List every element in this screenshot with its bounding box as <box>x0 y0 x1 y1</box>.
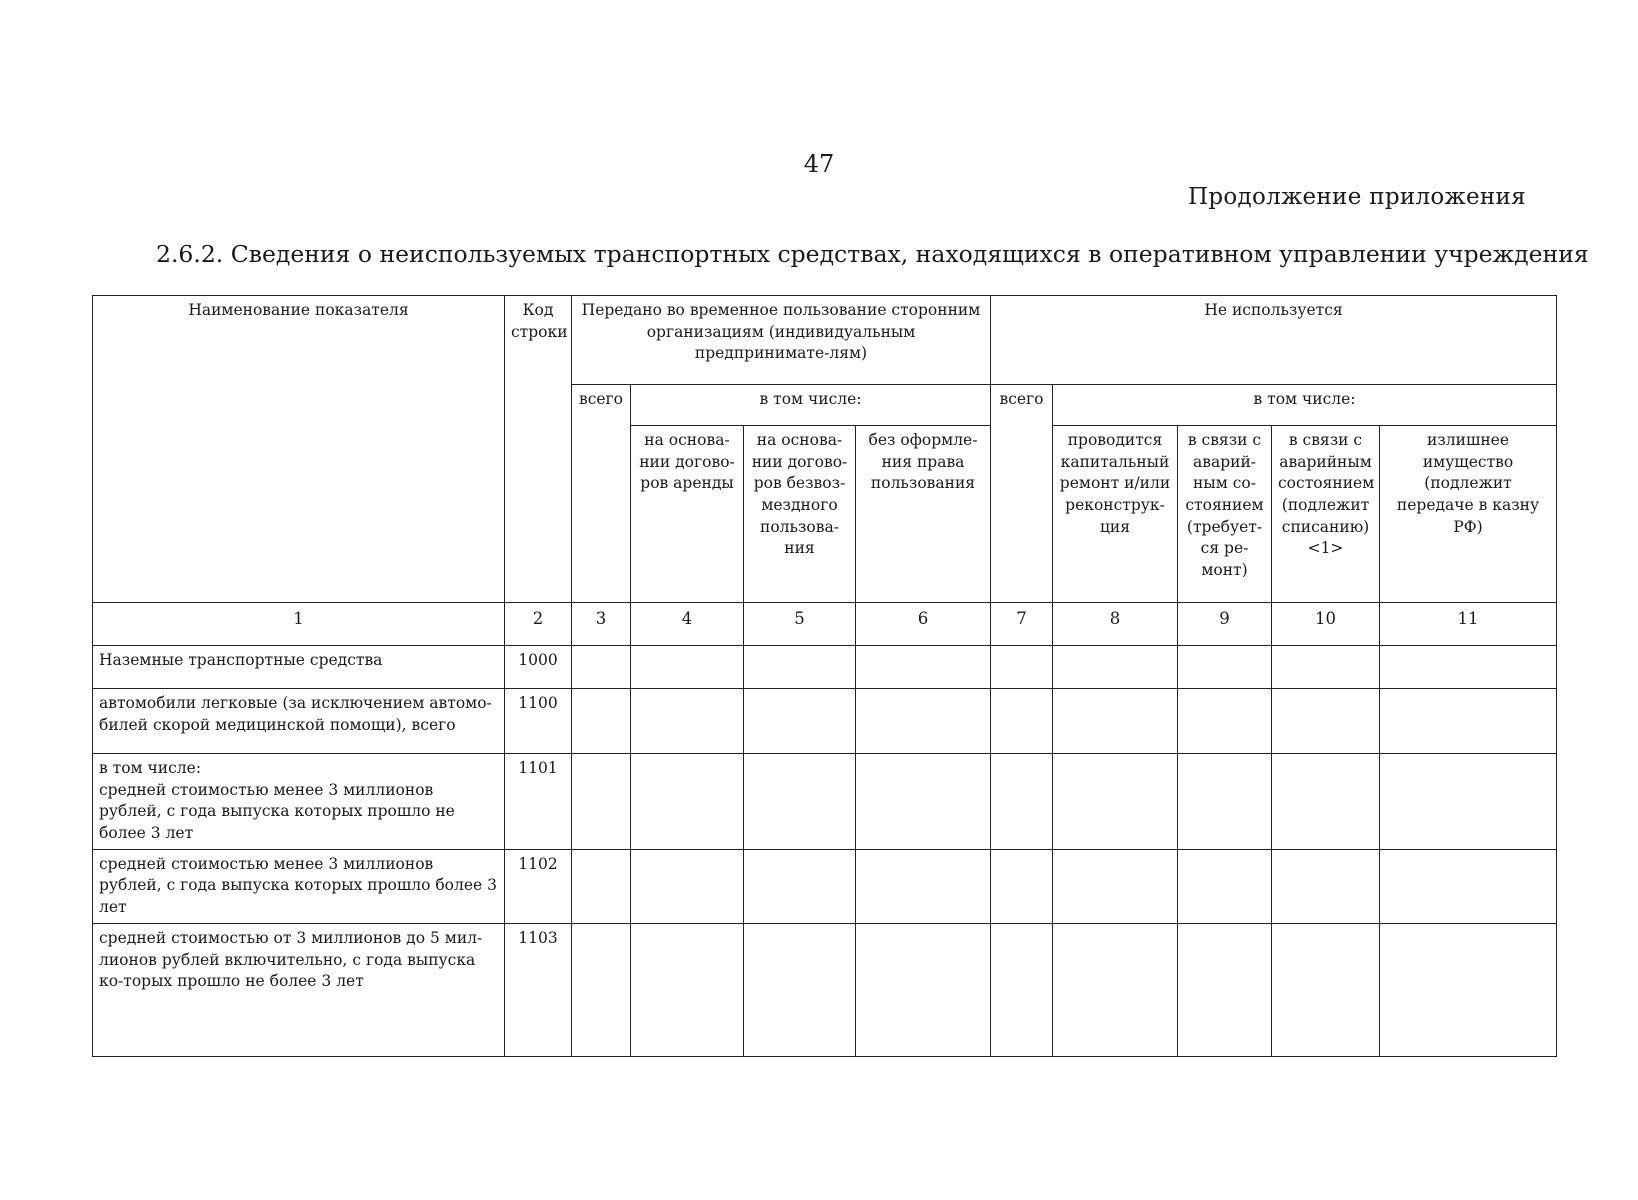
data-cell <box>856 689 991 754</box>
data-cell <box>1272 689 1380 754</box>
data-cell <box>1178 646 1272 689</box>
header-total-not-used: всего <box>991 385 1053 603</box>
report-table <box>92 295 1557 1057</box>
data-cell <box>744 849 856 923</box>
header-not-used: Не используется <box>991 296 1557 385</box>
header-total-transferred: всего <box>572 385 631 603</box>
data-cell <box>1380 646 1557 689</box>
header-emergency-repair: в связи с аварий-ным со-стоянием (требует-ся ре-монт) <box>1178 426 1272 603</box>
data-cell <box>1380 849 1557 923</box>
table-row <box>93 849 1557 923</box>
table-row <box>93 923 1557 1056</box>
column-number: 9 <box>1178 603 1272 646</box>
data-cell <box>1380 754 1557 850</box>
data-cell <box>631 689 744 754</box>
data-cell <box>856 646 991 689</box>
header-lease: на основа-нии догово-ров аренды <box>631 426 744 603</box>
data-cell <box>1178 754 1272 850</box>
column-number: 4 <box>631 603 744 646</box>
data-cell <box>1272 754 1380 850</box>
data-cell <box>631 849 744 923</box>
data-cell <box>572 923 631 1056</box>
data-cell <box>744 646 856 689</box>
row-code: 1000 <box>505 646 572 689</box>
data-cell <box>991 923 1053 1056</box>
data-cell <box>1178 689 1272 754</box>
data-cell <box>1272 849 1380 923</box>
column-number-row <box>93 603 1557 646</box>
header-including-not-used: в том числе: <box>1053 385 1557 426</box>
data-cell <box>572 754 631 850</box>
header-surplus: излишнее имущество (подлежит передаче в казну РФ) <box>1380 426 1557 603</box>
data-cell <box>1272 923 1380 1056</box>
header-transferred: Передано во временное пользование сторонним организациям (индивидуальным предпринимате-лям) <box>572 296 991 385</box>
data-cell <box>1053 646 1178 689</box>
header-code: Код строки <box>505 296 572 603</box>
data-cell <box>572 689 631 754</box>
row-code: 1103 <box>505 923 572 1056</box>
header-no-rights: без оформле-ния права пользования <box>856 426 991 603</box>
data-cell <box>744 754 856 850</box>
column-number: 1 <box>93 603 505 646</box>
row-name: в том числе: средней стоимостью менее 3 миллионов рублей, с года выпуска которых прошло не более 3 лет <box>93 754 505 850</box>
row-name: Наземные транспортные средства <box>93 646 505 689</box>
header-row-1 <box>93 296 1557 385</box>
column-number: 3 <box>572 603 631 646</box>
data-cell <box>1380 923 1557 1056</box>
row-code: 1101 <box>505 754 572 850</box>
table-row <box>93 646 1557 689</box>
data-cell <box>1178 849 1272 923</box>
column-number: 7 <box>991 603 1053 646</box>
data-cell <box>631 646 744 689</box>
header-emergency-writeoff: в связи с аварийным состоянием (подлежит списанию) <1> <box>1272 426 1380 603</box>
data-cell <box>631 923 744 1056</box>
section-title: 2.6.2. Сведения о неиспользуемых транспортных средствах, находящихся в оперативном управлении учреждения <box>156 240 1589 268</box>
data-cell <box>856 923 991 1056</box>
row-name: средней стоимостью от 3 миллионов до 5 мил-лионов рублей включительно, с года выпуска ко-торых прошло не более 3 лет <box>93 923 505 1056</box>
data-cell <box>991 849 1053 923</box>
column-number: 10 <box>1272 603 1380 646</box>
column-number: 5 <box>744 603 856 646</box>
data-cell <box>1380 689 1557 754</box>
row-name: автомобили легковые (за исключением автомо-билей скорой медицинской помощи), всего <box>93 689 505 754</box>
data-cell <box>744 923 856 1056</box>
table-row <box>93 689 1557 754</box>
data-cell <box>631 754 744 850</box>
column-number: 2 <box>505 603 572 646</box>
data-cell <box>1053 689 1178 754</box>
header-free-use: на основа-нии догово-ров безвоз-мездного пользова-ния <box>744 426 856 603</box>
data-cell <box>744 689 856 754</box>
data-cell <box>1053 754 1178 850</box>
data-cell <box>1178 923 1272 1056</box>
data-cell <box>572 849 631 923</box>
data-cell <box>1272 646 1380 689</box>
data-cell <box>856 849 991 923</box>
data-cell <box>1053 923 1178 1056</box>
data-cell <box>1053 849 1178 923</box>
data-cell <box>991 646 1053 689</box>
row-code: 1102 <box>505 849 572 923</box>
data-cell <box>991 689 1053 754</box>
header-name: Наименование показателя <box>93 296 505 603</box>
data-cell <box>856 754 991 850</box>
column-number: 8 <box>1053 603 1178 646</box>
row-code: 1100 <box>505 689 572 754</box>
data-cell <box>572 646 631 689</box>
column-number: 11 <box>1380 603 1557 646</box>
data-cell <box>991 754 1053 850</box>
page-number: 47 <box>803 150 835 178</box>
header-repair: проводится капитальный ремонт и/или реконструк-ция <box>1053 426 1178 603</box>
header-including-transferred: в том числе: <box>631 385 991 426</box>
column-number: 6 <box>856 603 991 646</box>
continuation-label: Продолжение приложения <box>1188 184 1526 210</box>
row-name: средней стоимостью менее 3 миллионов рублей, с года выпуска которых прошло более 3 лет <box>93 849 505 923</box>
table-row <box>93 754 1557 850</box>
